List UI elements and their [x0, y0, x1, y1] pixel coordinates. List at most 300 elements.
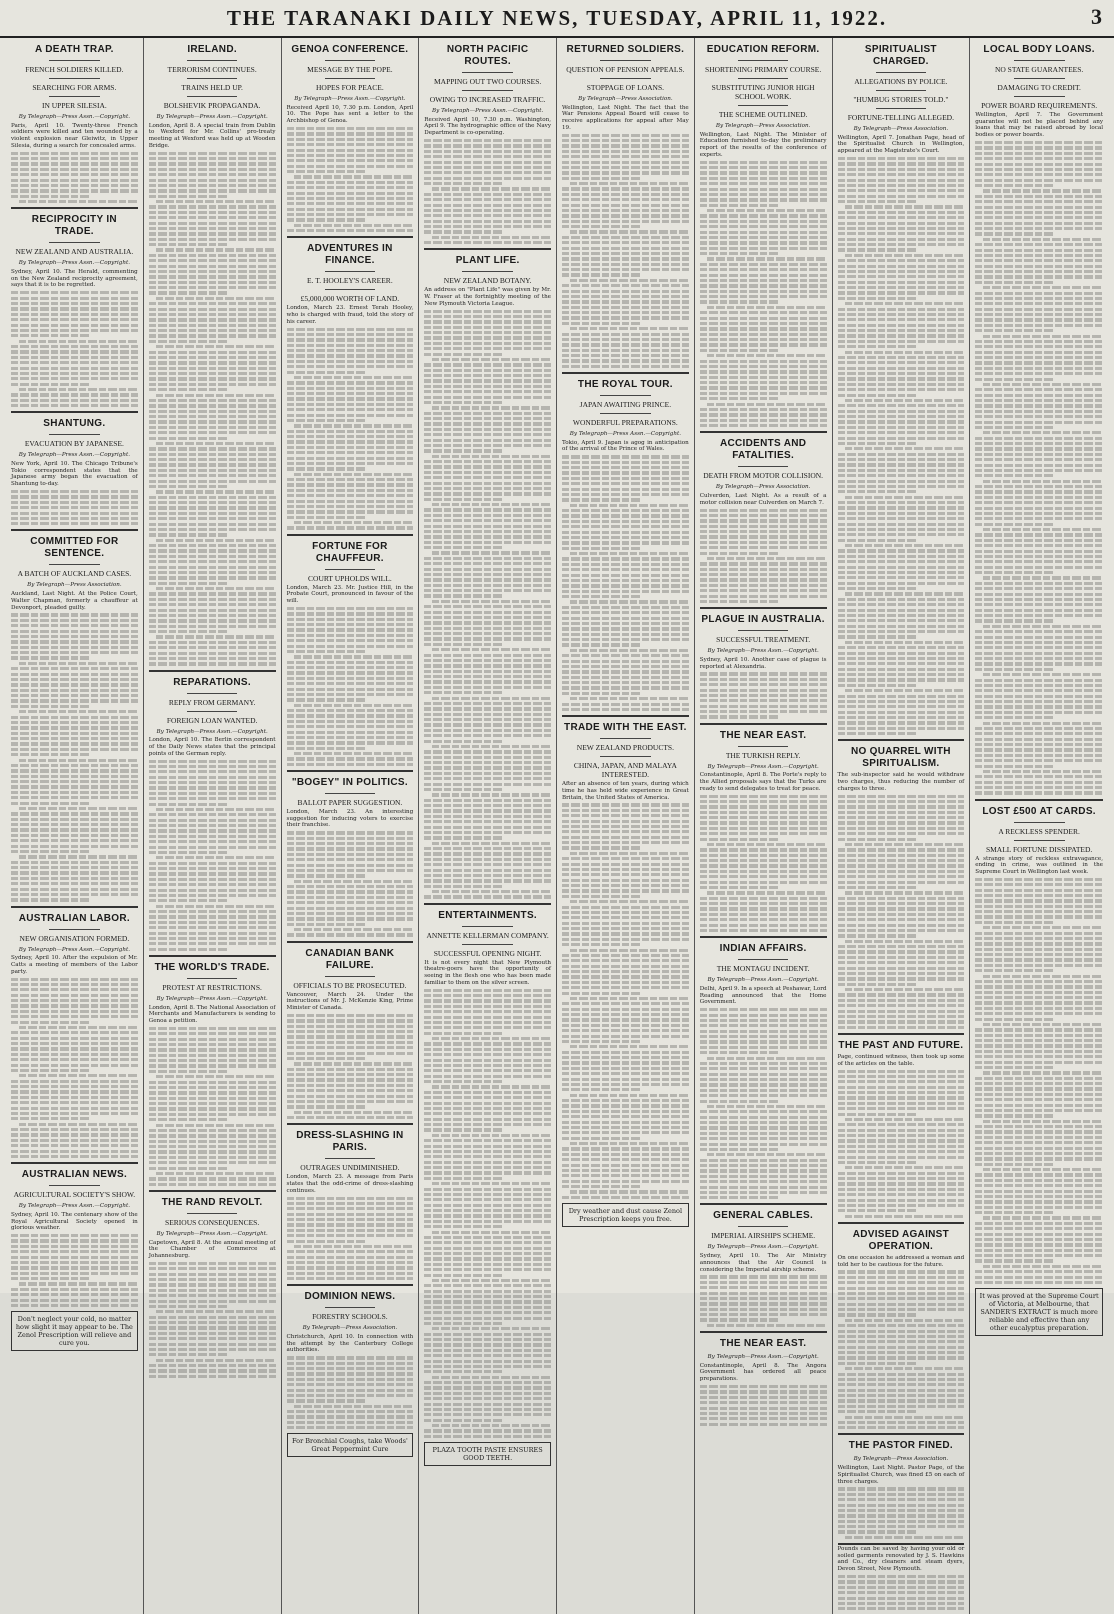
- text-line: [149, 1321, 276, 1324]
- text-line: [975, 786, 1103, 789]
- text-line: [700, 595, 827, 598]
- text-line: [11, 1117, 90, 1120]
- text-line: [975, 254, 1103, 257]
- text-line: [424, 428, 551, 431]
- article-byline: By Telegraph—Press Association.: [302, 1325, 398, 1332]
- text-line: [838, 275, 965, 278]
- text-line: [11, 1037, 138, 1040]
- text-line: [838, 711, 965, 714]
- text-line: [838, 832, 965, 835]
- text-line: [975, 329, 1054, 332]
- text-line: [707, 843, 826, 846]
- text-line: [156, 808, 275, 811]
- text-line: [700, 1196, 779, 1199]
- sub-rule: [325, 976, 376, 977]
- text-line: [19, 855, 138, 858]
- text-line: [838, 259, 965, 262]
- sub-rule: [876, 90, 927, 91]
- text-line: [562, 455, 689, 458]
- text-line: [975, 646, 1103, 649]
- article-divider: [424, 248, 551, 250]
- text-line: [700, 1281, 827, 1284]
- text-line: [149, 463, 276, 466]
- text-line: [975, 883, 1103, 886]
- article-divider: [562, 372, 689, 374]
- text-line: [975, 195, 1103, 198]
- text-line: [11, 377, 138, 380]
- text-line: [975, 1200, 1103, 1203]
- text-line: [562, 665, 689, 668]
- text-line: [294, 752, 413, 755]
- text-line: [149, 1262, 276, 1265]
- sub-rule: [49, 96, 100, 97]
- article-subheading: NEW ZEALAND BOTANY.: [443, 276, 532, 286]
- article-byline: By Telegraph—Press Assn.—Copyright.: [707, 1244, 819, 1251]
- text-line: [562, 1164, 689, 1167]
- text-line: [149, 458, 276, 461]
- text-line: [11, 1101, 138, 1104]
- text-line: [838, 1498, 965, 1501]
- text-line: [424, 772, 551, 775]
- text-line: [700, 1062, 827, 1065]
- article-lead-text: London, March 23. Ernest Terah Hooley, who is charged with fraud, told the story of his career.: [286, 305, 414, 325]
- article-divider: [838, 1433, 965, 1435]
- text-line: [570, 697, 689, 700]
- text-line: [700, 263, 827, 266]
- article-subheading: AGRICULTURAL SOCIETY'S SHOW.: [13, 1190, 136, 1200]
- text-line: [838, 1139, 965, 1142]
- text-line: [838, 619, 965, 622]
- text-line: [700, 413, 827, 416]
- text-line: [11, 1058, 138, 1061]
- article-subheading: MESSAGE BY THE POPE.: [307, 65, 393, 74]
- text-line: [838, 1313, 917, 1316]
- text-line: [149, 872, 276, 875]
- text-line: [562, 922, 689, 925]
- text-line: [845, 1215, 964, 1218]
- text-line: [149, 420, 276, 423]
- article-lead-text: Sydney, April 10. Another case of plague is reported at Alexandria.: [699, 656, 827, 670]
- text-line: [287, 1084, 414, 1087]
- article-headline: INDIAN AFFAIRS.: [719, 943, 807, 955]
- article-byline: By Telegraph—Press Association.: [27, 582, 122, 589]
- article-divider: [700, 607, 827, 609]
- text-line: [432, 842, 551, 845]
- text-line: [838, 1199, 965, 1202]
- text-line: [975, 781, 1103, 784]
- article: [287, 1123, 414, 1280]
- text-line: [700, 322, 827, 325]
- text-line: [838, 324, 965, 327]
- text-line: [983, 189, 1103, 192]
- text-line: [149, 259, 276, 262]
- text-line: [838, 410, 965, 413]
- text-line: [975, 259, 1103, 262]
- text-line: [838, 859, 965, 862]
- text-line: [424, 594, 503, 597]
- text-line: [424, 1241, 551, 1244]
- article-headline: GENOA CONFERENCE.: [291, 44, 409, 55]
- text-line: [838, 431, 965, 434]
- article-divider: [700, 723, 827, 725]
- text-line: [149, 1369, 276, 1372]
- text-line: [424, 675, 551, 678]
- article-headline: SHANTUNG.: [43, 418, 106, 430]
- sub-rule: [1014, 78, 1065, 79]
- text-line: [700, 252, 779, 255]
- text-line: [287, 138, 414, 141]
- text-line: [424, 1338, 551, 1341]
- text-line: [975, 1104, 1103, 1107]
- text-line: [838, 609, 965, 612]
- text-line: [562, 198, 689, 201]
- article-subheading: PROTEST AT RESTRICTIONS.: [162, 982, 262, 992]
- text-line: [149, 598, 276, 601]
- text-line: [149, 1038, 276, 1041]
- column-4: [419, 38, 557, 1614]
- text-line: [11, 1128, 138, 1131]
- text-line: [707, 1324, 826, 1327]
- text-line: [562, 820, 689, 823]
- text-line: [11, 1042, 138, 1045]
- article-divider: [287, 1123, 414, 1125]
- text-line: [975, 748, 1103, 751]
- text-line: [975, 447, 1103, 450]
- text-line: [838, 1586, 965, 1589]
- text-line: [287, 741, 414, 744]
- article: [700, 40, 827, 427]
- text-line: [570, 900, 689, 903]
- text-line: [562, 1035, 689, 1038]
- text-line: [838, 727, 965, 730]
- text-line: [570, 552, 689, 555]
- text-line: [11, 1261, 138, 1264]
- text-line: [287, 186, 414, 189]
- text-line: [845, 1367, 964, 1370]
- text-line: [424, 1026, 551, 1029]
- text-line: [562, 520, 689, 523]
- text-line: [287, 688, 414, 691]
- text-line: [11, 705, 90, 708]
- text-line: [432, 503, 551, 506]
- text-line: [983, 673, 1103, 676]
- sub-rule: [600, 756, 651, 757]
- sub-rule: [49, 564, 100, 565]
- text-line: [149, 270, 276, 273]
- text-line: [838, 1015, 965, 1018]
- text-line: [149, 582, 228, 585]
- text-line: [562, 927, 689, 930]
- text-line: [156, 394, 275, 397]
- text-line: [975, 1152, 1103, 1155]
- text-line: [975, 367, 1103, 370]
- text-line: [424, 568, 551, 571]
- text-line: [562, 809, 689, 812]
- text-line: [700, 848, 827, 851]
- text-line: [700, 683, 827, 686]
- text-line: [562, 1104, 689, 1107]
- text-line: [838, 668, 965, 671]
- text-line: [287, 923, 366, 926]
- sub-rule: [600, 78, 651, 79]
- text-line: [287, 757, 414, 760]
- text-line: [287, 132, 414, 135]
- text-line: [287, 1383, 414, 1386]
- text-line: [424, 144, 551, 147]
- text-line: [149, 910, 276, 913]
- text-line: [700, 584, 827, 587]
- text-line: [11, 345, 138, 348]
- article: [838, 1543, 965, 1610]
- text-line: [424, 530, 551, 533]
- article-lead-text: Sydney, April 10. After the expulsion of Mr. Catts a meeting of members of the Labor party.: [11, 955, 138, 975]
- text-line: [838, 265, 965, 268]
- text-line: [149, 1375, 276, 1378]
- text-line: [149, 1294, 276, 1297]
- text-line: [838, 811, 965, 814]
- text-line: [838, 967, 965, 970]
- text-line: [424, 369, 551, 372]
- article: [149, 670, 276, 951]
- text-line: [838, 576, 965, 579]
- text-line: [424, 541, 551, 544]
- text-line: [570, 1142, 689, 1145]
- text-line: [570, 997, 689, 1000]
- text-line: [156, 539, 275, 542]
- text-line: [975, 517, 1103, 520]
- text-line: [424, 885, 503, 888]
- text-line: [562, 161, 689, 164]
- text-line: [845, 641, 964, 644]
- text-line: [570, 1045, 689, 1048]
- text-line: [700, 672, 827, 675]
- text-line: [838, 1399, 965, 1402]
- text-line: [424, 310, 551, 313]
- text-line: [432, 1182, 551, 1185]
- text-line: [424, 476, 551, 479]
- text-line: [424, 691, 503, 694]
- text-line: [975, 474, 1054, 477]
- article-divider: [11, 906, 138, 908]
- text-line: [562, 354, 689, 357]
- text-line: [975, 652, 1103, 655]
- text-line: [707, 209, 826, 212]
- text-line: [562, 568, 689, 571]
- text-line: [838, 1096, 965, 1099]
- text-line: [838, 1405, 965, 1408]
- text-line: [838, 1378, 965, 1381]
- text-line: [149, 388, 228, 391]
- text-line: [424, 422, 551, 425]
- text-line: [287, 354, 414, 357]
- text-line: [424, 1064, 551, 1067]
- article-lead-text: On one occasion he addressed a woman and told her to be cautious for the future.: [837, 1254, 965, 1268]
- text-line: [838, 673, 965, 676]
- text-line: [287, 725, 414, 728]
- text-line: [562, 836, 689, 839]
- text-line: [838, 291, 965, 294]
- text-line: [700, 859, 827, 862]
- text-line: [424, 686, 551, 689]
- text-line: [570, 852, 689, 855]
- article-headline: ACCIDENTS AND FATALITIES.: [719, 438, 807, 462]
- text-line: [424, 1188, 551, 1191]
- text-line: [287, 890, 414, 893]
- text-line: [287, 693, 414, 696]
- article-subheading: A RECKLESS SPENDER.: [998, 826, 1080, 836]
- text-line: [562, 144, 689, 147]
- text-line: [149, 179, 276, 182]
- text-line: [562, 959, 689, 962]
- text-line: [11, 748, 138, 751]
- text-line: [149, 1129, 276, 1132]
- text-line: [149, 824, 276, 827]
- text-line: [19, 807, 138, 810]
- text-line: [156, 856, 275, 859]
- text-line: [149, 351, 276, 354]
- text-line: [700, 279, 827, 282]
- text-line: [424, 519, 551, 522]
- text-line: [838, 721, 965, 724]
- text-line: [424, 1123, 551, 1126]
- text-line: [838, 372, 965, 375]
- text-line: [11, 1293, 138, 1296]
- article-subheading: SUCCESSFUL OPENING NIGHT.: [433, 948, 542, 958]
- text-line: [838, 1270, 965, 1273]
- text-line: [700, 1423, 827, 1426]
- text-line: [287, 628, 414, 631]
- text-line: [975, 232, 1054, 235]
- text-line: [562, 692, 641, 695]
- text-line: [287, 1105, 366, 1108]
- text-line: [149, 512, 276, 515]
- text-line: [11, 732, 138, 735]
- text-line: [838, 603, 965, 606]
- text-line: [700, 864, 827, 867]
- text-line: [149, 356, 276, 359]
- text-line: [287, 1218, 414, 1221]
- text-line: [424, 1381, 551, 1384]
- text-line: [149, 765, 276, 768]
- article: [562, 40, 689, 368]
- text-line: [149, 878, 276, 881]
- text-line: [11, 1144, 138, 1147]
- text-line: [975, 555, 1103, 558]
- text-line: [700, 509, 827, 512]
- text-line: [11, 495, 138, 498]
- text-line: [975, 507, 1103, 510]
- text-line: [838, 1209, 917, 1212]
- text-line: [845, 592, 964, 595]
- text-line: [424, 1021, 551, 1024]
- article: [11, 207, 138, 407]
- text-line: [975, 1227, 1103, 1230]
- text-line: [838, 415, 965, 418]
- sub-rule: [49, 434, 100, 435]
- text-line: [975, 216, 1103, 219]
- text-line: [845, 351, 964, 354]
- text-line: [838, 972, 965, 975]
- text-line: [838, 1426, 965, 1429]
- text-line: [424, 788, 503, 791]
- text-line: [424, 863, 551, 866]
- text-line: [294, 1245, 413, 1248]
- text-line: [975, 211, 1103, 214]
- text-line: [287, 907, 414, 910]
- article-divider: [11, 411, 138, 413]
- text-line: [11, 291, 138, 294]
- text-line: [11, 297, 138, 300]
- text-line: [149, 211, 276, 214]
- text-line: [424, 374, 551, 377]
- text-line: [700, 1035, 827, 1038]
- article-headline: SPIRITUALIST CHARGED.: [864, 44, 937, 67]
- text-line: [562, 498, 641, 501]
- text-line: [975, 905, 1103, 908]
- text-line: [287, 333, 414, 336]
- text-line: [287, 328, 414, 331]
- text-line: [424, 315, 551, 318]
- text-line: [424, 1435, 551, 1438]
- text-line: [287, 403, 414, 406]
- text-line: [424, 573, 551, 576]
- text-line: [149, 1054, 276, 1057]
- text-line: [838, 1514, 965, 1517]
- article-subheading: SUCCESSFUL TREATMENT.: [716, 635, 811, 645]
- text-line: [570, 504, 689, 507]
- text-line: [845, 843, 964, 846]
- text-line: [424, 396, 551, 399]
- article-subheading: TERRORISM CONTINUES.: [167, 65, 257, 74]
- text-line: [424, 326, 551, 329]
- article-lead-text: The sub-inspector said he would withdraw two charges, thus reducing the number of charges to three.: [837, 772, 965, 792]
- text-line: [562, 825, 689, 828]
- text-line: [11, 184, 138, 187]
- text-line: [838, 501, 965, 504]
- sub-rule: [876, 72, 927, 73]
- text-line: [845, 940, 964, 943]
- text-line: [838, 652, 965, 655]
- text-line: [975, 759, 1103, 762]
- text-line: [838, 918, 965, 921]
- article-divider: [562, 715, 689, 717]
- text-line: [287, 478, 414, 481]
- text-line: [11, 399, 138, 402]
- article-subheading: QUESTION OF PENSION APPEALS.: [566, 65, 685, 74]
- text-line: [11, 828, 138, 831]
- article-lead-text: London, April 8. A special train from Dublin to Wexford for Mr. Collins' pro-treaty meeting at Wexford was held up at Wooden Bridge.: [148, 122, 276, 149]
- text-line: [700, 1148, 779, 1151]
- column-5: [557, 38, 695, 1614]
- text-line: [424, 1284, 551, 1287]
- text-line: [562, 970, 689, 973]
- text-line: [838, 528, 965, 531]
- text-line: [149, 275, 276, 278]
- text-line: [700, 1100, 779, 1103]
- text-line: [149, 760, 276, 763]
- text-line: [424, 385, 551, 388]
- text-line: [424, 1107, 551, 1110]
- text-line: [562, 150, 689, 153]
- text-line: [149, 1097, 276, 1100]
- article-lead-text: New York, April 10. The Chicago Tribune's Tokio correspondent states that the Japanese army began the evacuation of Shantung to-day.: [11, 461, 138, 488]
- text-line: [149, 619, 276, 622]
- text-line: [156, 345, 275, 348]
- text-line: [700, 535, 827, 538]
- text-line: [11, 501, 138, 504]
- text-line: [287, 639, 414, 642]
- text-line: [424, 1059, 551, 1062]
